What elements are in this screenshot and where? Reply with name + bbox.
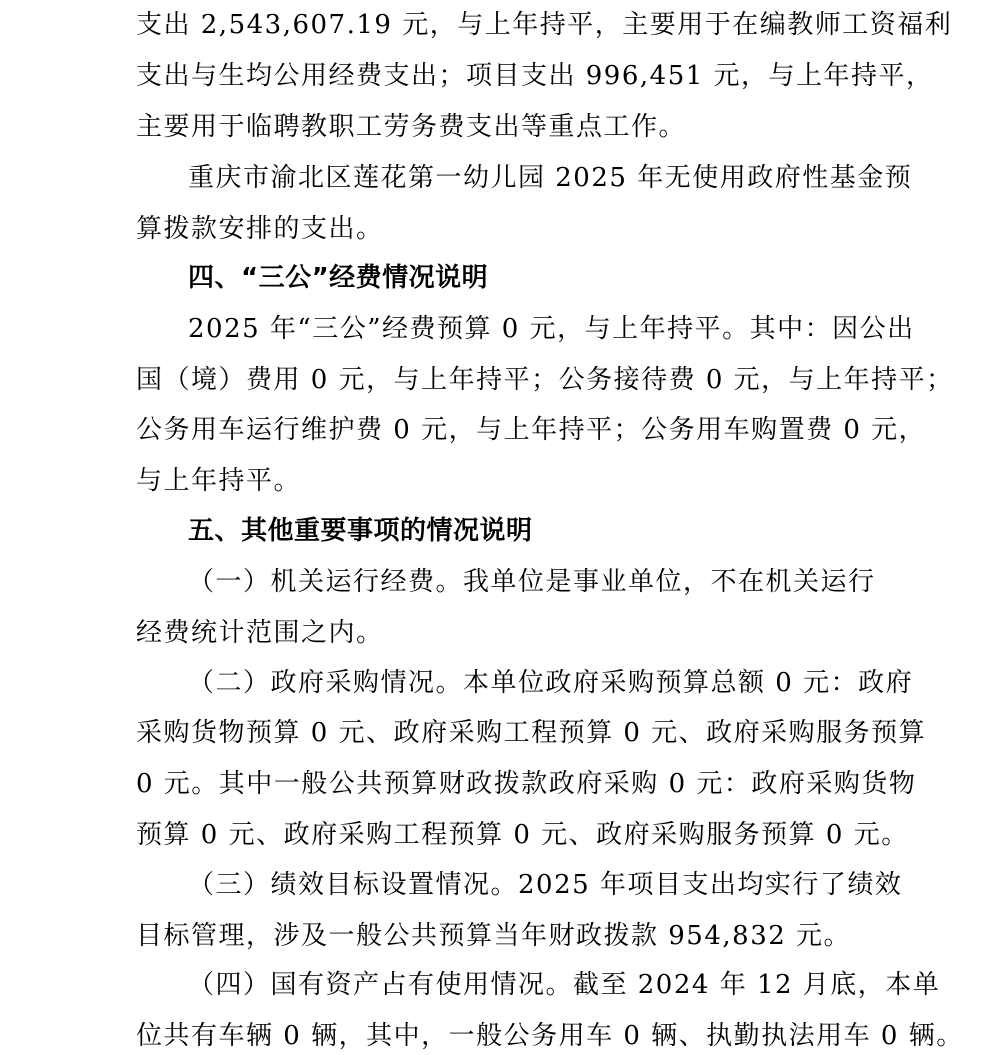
paragraph-line: 经费统计范围之内。	[136, 618, 384, 648]
paragraph-line: 目标管理，涉及一般公共预算当年财政拨款 954,832 元。	[136, 921, 852, 951]
paragraph-line: 2025 年“三公”经费预算 0 元，与上年持平。其中：因公出	[188, 314, 915, 344]
paragraph-line: 预算 0 元、政府采购工程预算 0 元、政府采购服务预算 0 元。	[136, 820, 909, 850]
paragraph-line: 公务用车运行维护费 0 元，与上年持平；公务用车购置费 0 元，	[136, 415, 927, 445]
paragraph-line: （二）政府采购情况。本单位政府采购预算总额 0 元：政府	[188, 668, 914, 698]
paragraph-line: 支出与生均公用经费支出；项目支出 996,451 元，与上年持平，	[136, 61, 934, 91]
paragraph-line: 采购货物预算 0 元、政府采购工程预算 0 元、政府采购服务预算	[136, 718, 927, 748]
paragraph-line: 与上年持平。	[136, 466, 302, 496]
section-heading-other-matters: 五、其他重要事项的情况说明	[188, 516, 533, 546]
paragraph-line: 国（境）费用 0 元，与上年持平；公务接待费 0 元，与上年持平；	[136, 365, 954, 395]
paragraph-line: （三）绩效目标设置情况。2025 年项目支出均实行了绩效	[188, 870, 903, 900]
paragraph-line: 算拨款安排的支出。	[136, 214, 384, 244]
paragraph-line: 主要用于临聘教职工劳务费支出等重点工作。	[136, 112, 687, 142]
section-heading-three-public-expenses: 四、“三公”经费情况说明	[188, 263, 489, 293]
paragraph-line: 0 元。其中一般公共预算财政拨款政府采购 0 元：政府采购货物	[136, 769, 917, 799]
paragraph-line: 重庆市渝北区莲花第一幼儿园 2025 年无使用政府性基金预	[188, 163, 913, 193]
paragraph-line: 位共有车辆 0 辆，其中，一般公务用车 0 辆、执勤执法用车 0 辆。	[136, 1021, 964, 1051]
paragraph-line: （一）机关运行经费。我单位是事业单位，不在机关运行	[188, 567, 876, 597]
paragraph-line: （四）国有资产占有使用情况。截至 2024 年 12 月底，本单	[188, 970, 941, 1000]
paragraph-line: 支出 2,543,607.19 元，与上年持平，主要用于在编教师工资福利	[136, 10, 953, 40]
